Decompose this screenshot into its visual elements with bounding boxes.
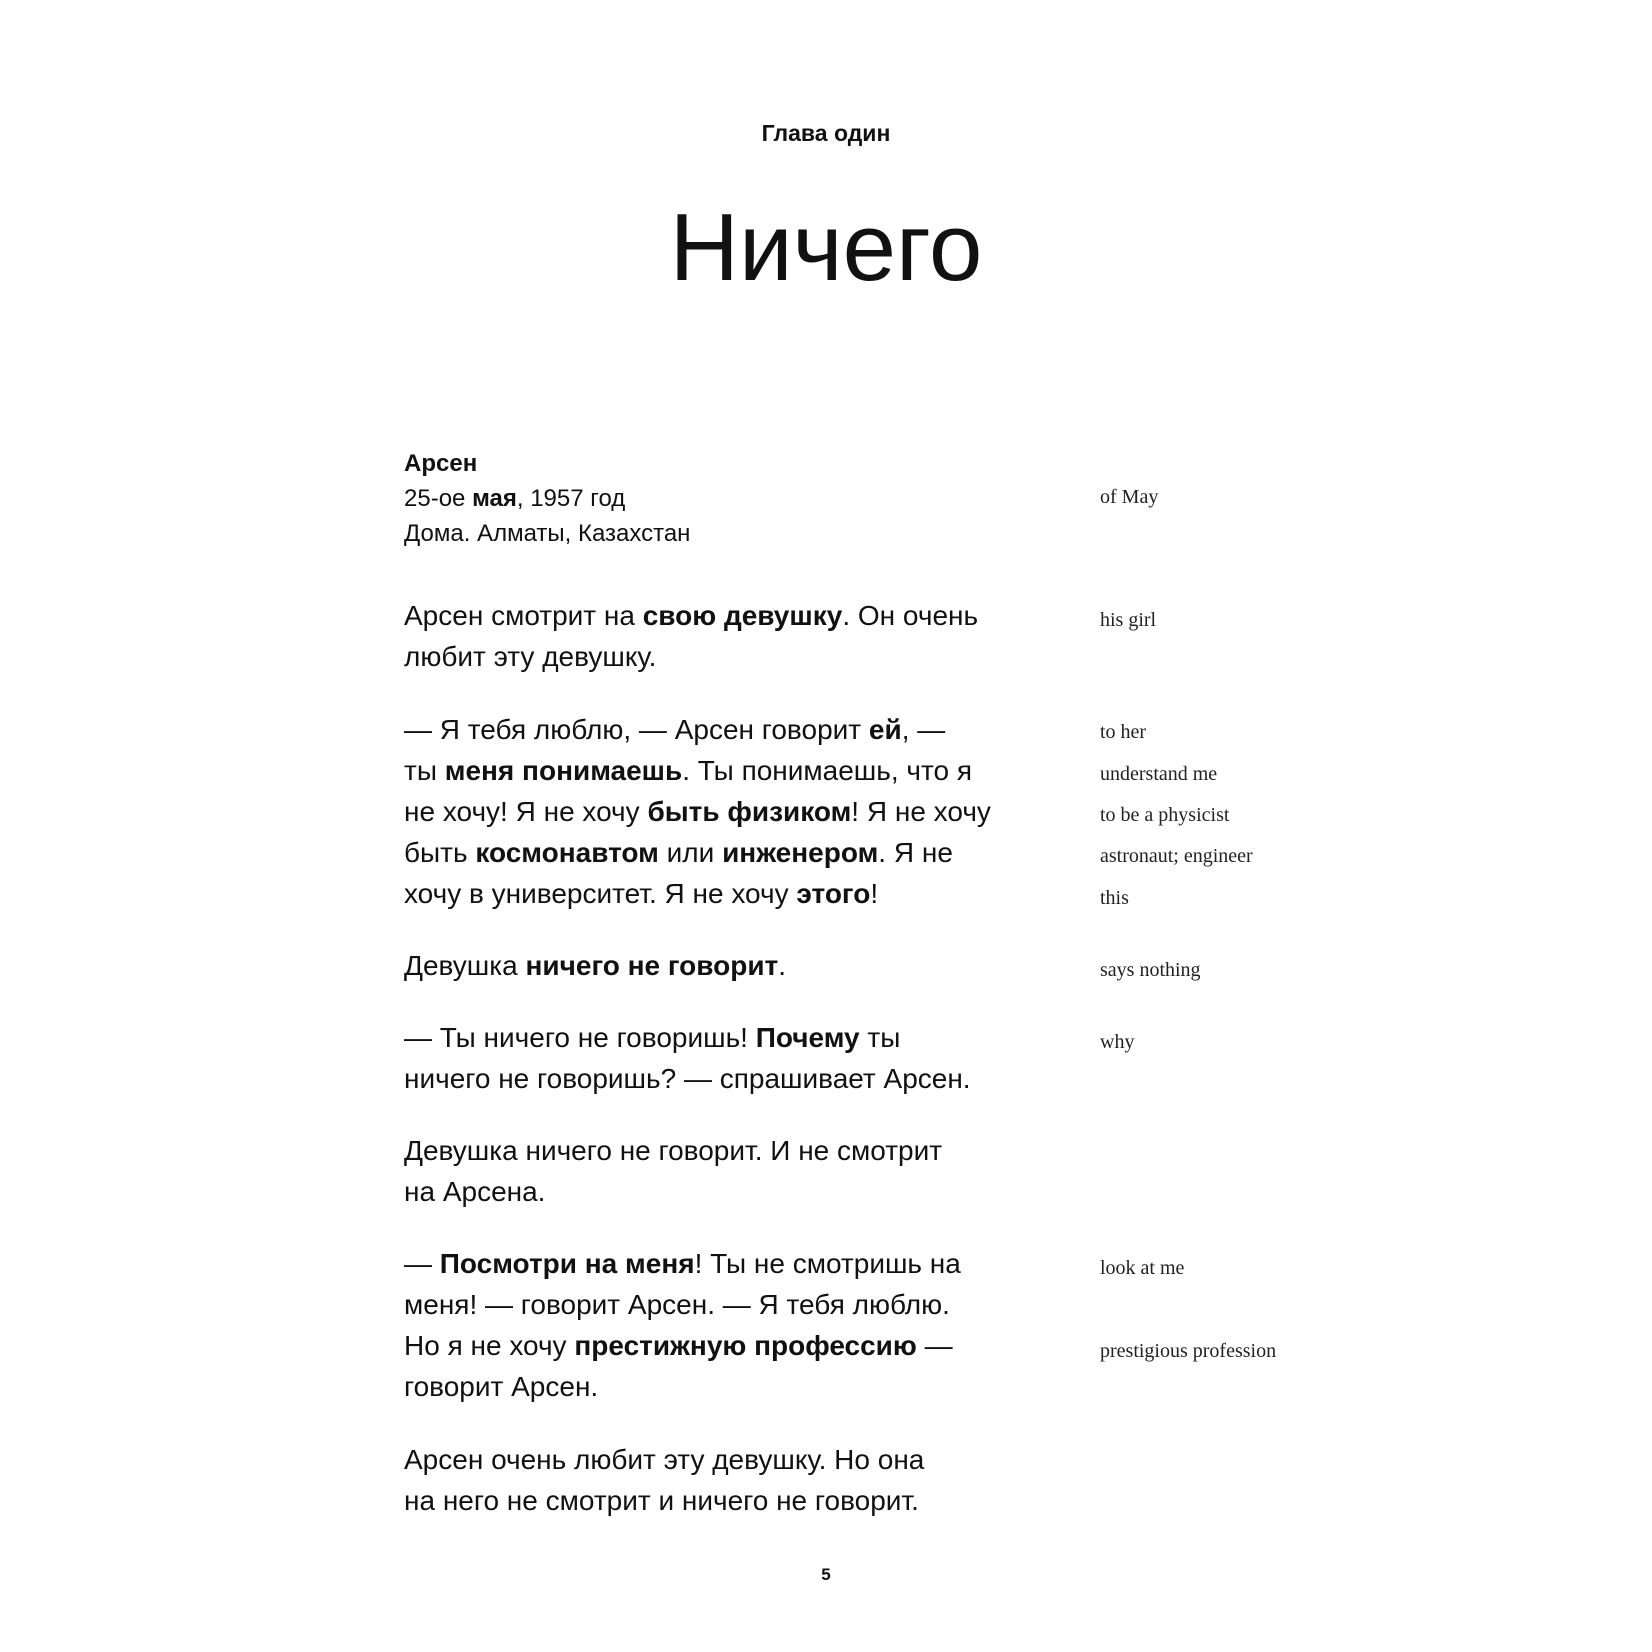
text-line: говорит Арсен. bbox=[404, 1371, 599, 1402]
text-run: — bbox=[404, 1248, 440, 1279]
vocab-term: ей bbox=[868, 714, 902, 745]
scene-place: Дома. Алматы, Казахстан bbox=[404, 520, 691, 547]
paragraph-5 bbox=[404, 1130, 1084, 1212]
gloss-this: this bbox=[1100, 887, 1129, 909]
gloss-says-nothing: says nothing bbox=[1100, 959, 1201, 981]
paragraph-3 bbox=[404, 945, 1084, 986]
scene-meta bbox=[404, 446, 1044, 551]
page-number: 5 bbox=[821, 1565, 831, 1584]
chapter-label: Глава один bbox=[761, 120, 891, 146]
text-line: ничего не говоришь? — спрашивает Арсен. bbox=[404, 1063, 971, 1094]
text-run: . Ты понимаешь, что я bbox=[682, 755, 973, 786]
text-line: Девушка ничего не говорит. И не смотрит bbox=[404, 1135, 943, 1166]
text-line: на Арсена. bbox=[404, 1176, 546, 1207]
text-run: ты bbox=[859, 1022, 901, 1053]
text-line: любит эту девушку. bbox=[404, 641, 657, 672]
text-line bbox=[404, 750, 1084, 791]
text-line bbox=[404, 873, 1084, 914]
vocab-term: ничего не говорит bbox=[525, 950, 779, 981]
paragraph-7 bbox=[404, 1439, 1084, 1521]
scene-date bbox=[404, 481, 1044, 516]
text-run: . Я не bbox=[878, 837, 953, 868]
gloss-astronaut-engineer: astronaut; engineer bbox=[1100, 845, 1253, 867]
text-run: хочу в университет. Я не хочу bbox=[404, 878, 797, 909]
text-run: — Я тебя люблю, — Арсен говорит bbox=[404, 714, 869, 745]
text-line bbox=[404, 595, 1084, 636]
gloss-why: why bbox=[1100, 1031, 1135, 1053]
text-run: ! Ты не смотришь на bbox=[694, 1248, 961, 1279]
text-line bbox=[404, 1325, 1084, 1366]
text-line bbox=[404, 709, 1084, 750]
paragraph-2 bbox=[404, 709, 1084, 914]
text-run: или bbox=[658, 837, 723, 868]
text-run: Девушка bbox=[404, 950, 526, 981]
text-run: . bbox=[778, 950, 787, 981]
paragraph-6 bbox=[404, 1243, 1084, 1407]
vocab-term: Посмотри на меня bbox=[439, 1248, 695, 1279]
vocab-term: престижную профессию bbox=[574, 1330, 917, 1361]
date-month: мая bbox=[472, 485, 517, 512]
date-year: , 1957 год bbox=[516, 485, 626, 512]
chapter-title: Ничего bbox=[669, 194, 983, 301]
vocab-term: этого bbox=[796, 878, 871, 909]
text-line bbox=[404, 945, 1084, 986]
text-run: Но я не хочу bbox=[404, 1330, 575, 1361]
paragraph-1 bbox=[404, 595, 1084, 677]
gloss-look-at-me: look at me bbox=[1100, 1257, 1185, 1279]
gloss-of-may: of May bbox=[1100, 486, 1159, 508]
gloss-to-her: to her bbox=[1100, 721, 1147, 743]
character-name: Арсен bbox=[404, 450, 478, 477]
gloss-understand-me: understand me bbox=[1100, 763, 1218, 785]
text-run: Арсен смотрит на bbox=[404, 600, 643, 631]
text-line: Арсен очень любит эту девушку. Но она bbox=[404, 1444, 925, 1475]
vocab-term: меня понимаешь bbox=[444, 755, 683, 786]
text-run: ! Я не хочу bbox=[851, 796, 991, 827]
text-line: на него не смотрит и ничего не говорит. bbox=[404, 1485, 919, 1516]
text-run: , — bbox=[901, 714, 946, 745]
gloss-prestigious-profession: prestigious profession bbox=[1100, 1340, 1277, 1362]
vocab-term: Почему bbox=[755, 1022, 860, 1053]
vocab-term: быть физиком bbox=[647, 796, 852, 827]
vocab-term: космонавтом bbox=[475, 837, 659, 868]
text-line bbox=[404, 1243, 1084, 1284]
vocab-term: свою девушку bbox=[642, 600, 843, 631]
text-run: ! bbox=[870, 878, 879, 909]
text-run: быть bbox=[404, 837, 476, 868]
text-line: меня! — говорит Арсен. — Я тебя люблю. bbox=[404, 1289, 950, 1320]
text-run: ты bbox=[404, 755, 445, 786]
text-run: — bbox=[916, 1330, 953, 1361]
text-line bbox=[404, 791, 1084, 832]
date-day: 25-ое bbox=[404, 485, 473, 512]
text-line bbox=[404, 832, 1084, 873]
text-run: не хочу! Я не хочу bbox=[404, 796, 648, 827]
gloss-his-girl: his girl bbox=[1100, 609, 1157, 631]
text-run: — Ты ничего не говоришь! bbox=[404, 1022, 756, 1053]
vocab-term: инженером bbox=[722, 837, 879, 868]
text-line bbox=[404, 1017, 1084, 1058]
gloss-to-be-a-physicist: to be a physicist bbox=[1100, 804, 1230, 826]
text-run: . Он очень bbox=[842, 600, 979, 631]
paragraph-4 bbox=[404, 1017, 1084, 1099]
